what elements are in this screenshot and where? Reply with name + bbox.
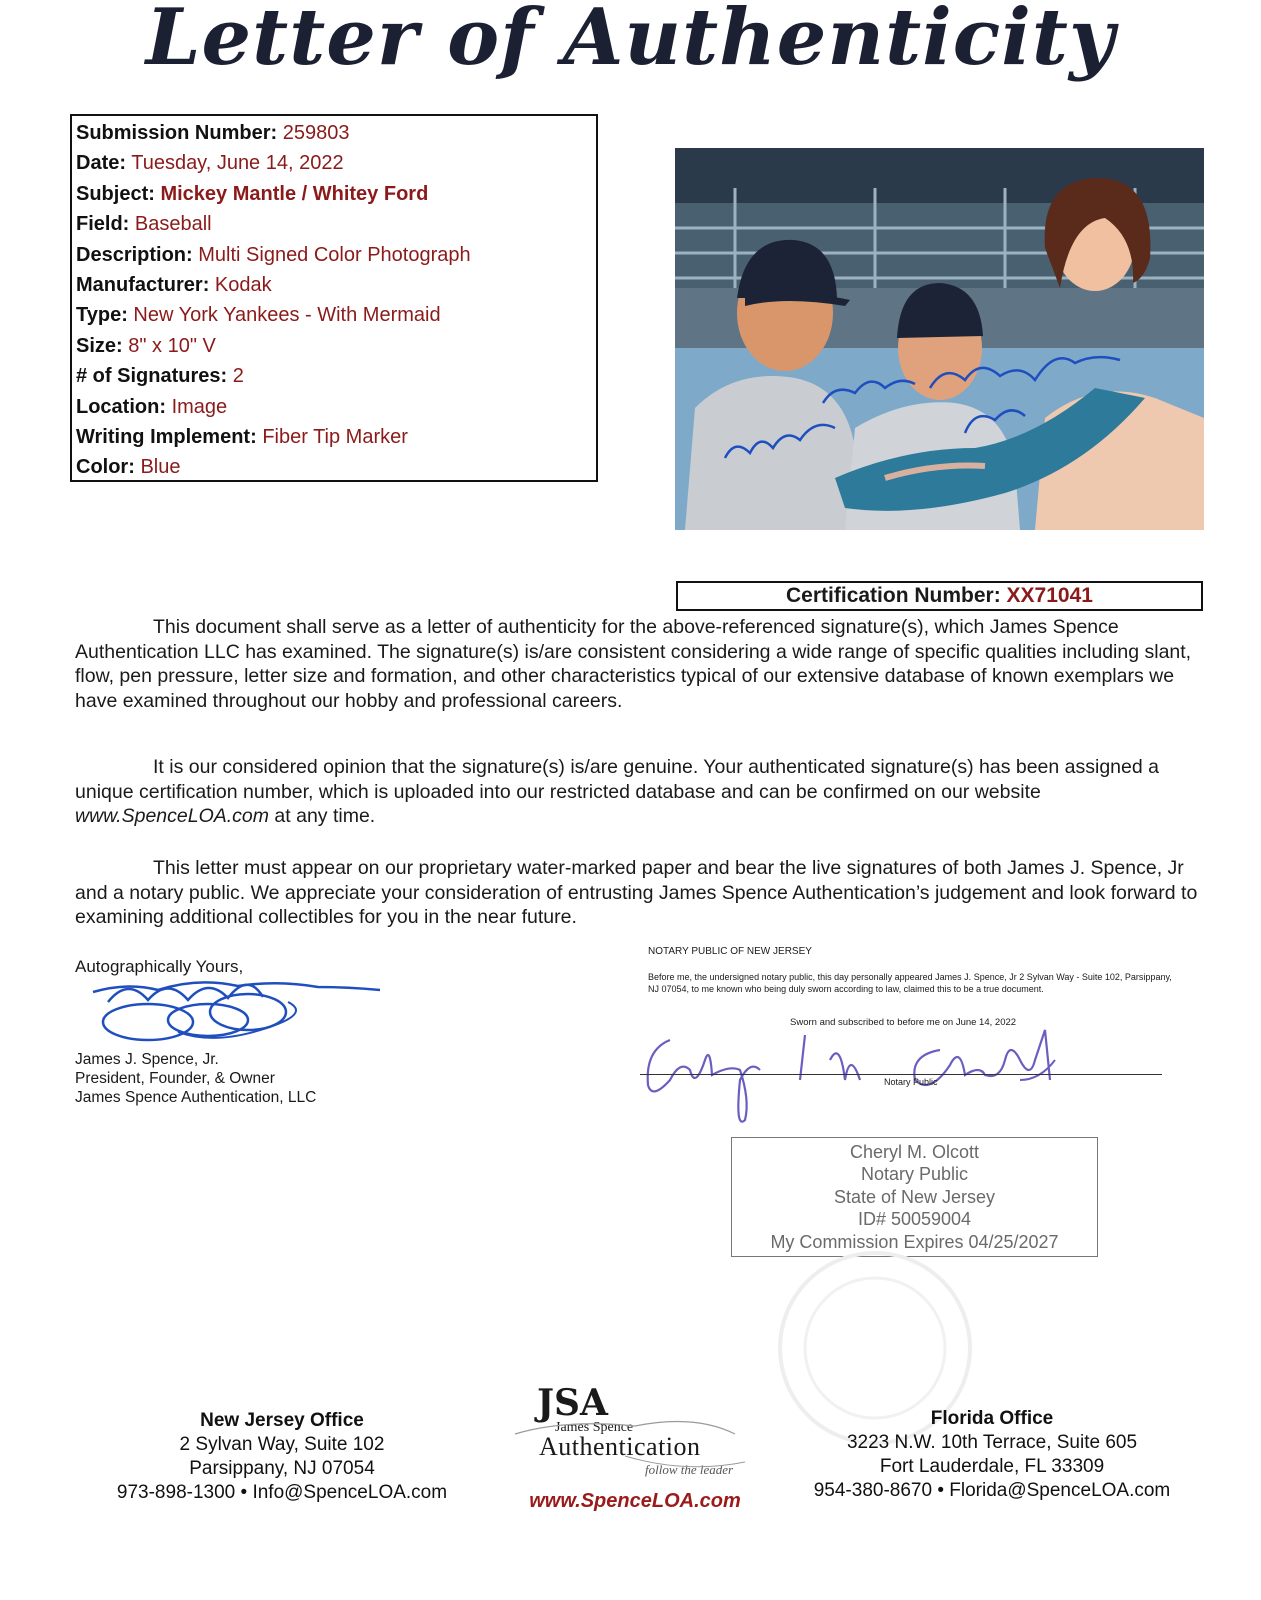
fl-office-contact: 954-380-8670 • Florida@SpenceLOA.com — [813, 1480, 1171, 1501]
signed-photo — [675, 148, 1204, 530]
certification-number: XX71041 — [1006, 584, 1093, 607]
jsa-logo-tagline: follow the leader — [645, 1462, 734, 1477]
details-box — [70, 114, 598, 482]
detail-row — [76, 118, 592, 148]
nj-office-email[interactable]: Info@SpenceLOA.com — [252, 1482, 448, 1503]
page-title: Letter of Authenticity — [145, 0, 1116, 83]
detail-row — [76, 240, 592, 270]
fl-office — [802, 1407, 1182, 1503]
paragraph-1 — [75, 615, 1200, 713]
detail-label: Location: — [76, 395, 166, 418]
fl-office-line2: Fort Lauderdale, FL 33309 — [879, 1456, 1105, 1477]
detail-row — [76, 270, 592, 300]
detail-value: 8" x 10" V — [128, 334, 216, 357]
jsa-logo-letters: JSA — [537, 1382, 608, 1424]
detail-row — [76, 179, 592, 209]
spence-signature — [88, 972, 388, 1052]
detail-value: Blue — [140, 456, 181, 479]
stamp-title: Notary Public — [860, 1164, 969, 1185]
detail-value: 2 — [232, 365, 244, 388]
signer-role: President, Founder, & Owner — [75, 1070, 275, 1087]
jsa-logo-line1: James Spence — [555, 1420, 634, 1435]
detail-label: Color: — [76, 456, 135, 479]
signer-block — [75, 1050, 316, 1107]
detail-label: Writing Implement: — [76, 425, 257, 448]
detail-value: Kodak — [214, 273, 272, 296]
signed-photo-image — [675, 148, 1204, 530]
paragraph-2-tail: at any time. — [269, 805, 376, 827]
notary-stamp — [731, 1137, 1098, 1257]
detail-label: Subject: — [76, 182, 155, 205]
paragraph-3-text: This letter must appear on our proprietary water-marked paper and bear the live signatures of both James J. Spence, Jr and a notary public. We appreciate your consideration of entrusting James Spence Authentication’s judgement and look forward to examining additional collectibles for you in the near future. — [75, 857, 1198, 928]
jsa-logo-line2: Authentication — [539, 1432, 701, 1461]
notary-heading: NOTARY PUBLIC OF NEW JERSEY — [648, 946, 812, 957]
detail-label: Submission Number: — [76, 122, 278, 144]
nj-office-line1: 2 Sylvan Way, Suite 102 — [179, 1434, 385, 1455]
paragraph-2 — [75, 755, 1200, 829]
detail-label: # of Signatures: — [76, 365, 228, 388]
detail-label: Manufacturer: — [76, 273, 210, 296]
detail-value: 259803 — [282, 122, 350, 144]
notary-signature-line — [640, 1074, 1162, 1075]
detail-row — [76, 361, 592, 391]
stamp-expires: My Commission Expires 04/25/2027 — [770, 1231, 1059, 1252]
footer-website[interactable]: www.SpenceLOA.com — [529, 1490, 741, 1512]
nj-office-contact: 973-898-1300 • Info@SpenceLOA.com — [116, 1482, 448, 1503]
signer-company: James Spence Authentication, LLC — [75, 1089, 317, 1106]
signer-name: James J. Spence, Jr. — [75, 1051, 219, 1068]
detail-label: Date: — [76, 152, 127, 175]
detail-value: Multi Signed Color Photograph — [198, 243, 471, 266]
jsa-logo — [505, 1384, 765, 1484]
nj-office-name: New Jersey Office — [200, 1410, 364, 1431]
stamp-state: State of New Jersey — [833, 1186, 996, 1207]
detail-row — [76, 422, 592, 452]
nj-office-line2: Parsippany, NJ 07054 — [189, 1458, 375, 1479]
detail-row — [76, 452, 592, 482]
detail-row — [76, 331, 592, 361]
nj-office-phone: 973-898-1300 — [116, 1482, 236, 1503]
closing-text: Autographically Yours, — [75, 957, 244, 976]
fl-office-phone: 954-380-8670 — [813, 1480, 933, 1501]
notary-sworn-date: Sworn and subscribed to before me on June 14, 2022 — [790, 1017, 1017, 1028]
fl-office-line1: 3223 N.W. 10th Terrace, Suite 605 — [846, 1432, 1138, 1453]
detail-row — [76, 300, 592, 330]
detail-value: Tuesday, June 14, 2022 — [131, 152, 344, 175]
detail-row — [76, 392, 592, 422]
paragraph-3 — [75, 856, 1200, 930]
website-link[interactable]: www.SpenceLOA.com — [75, 805, 270, 827]
detail-row — [76, 209, 592, 239]
detail-label: Field: — [76, 213, 130, 236]
notary-statement: Before me, the undersigned notary public, this day personally appeared James J. Spence, Jr 2 Sylvan Way - Suite 102, Parsippany, NJ 07054, to me known who being duly sworn according to law, claimed this to be a true document. — [648, 972, 1172, 994]
detail-value: Image — [171, 395, 228, 418]
nj-office — [92, 1409, 472, 1505]
notary-signature — [640, 1020, 1070, 1130]
stamp-name: Cheryl M. Olcott — [849, 1142, 980, 1162]
paragraph-2-text: It is our considered opinion that the signature(s) is/are genuine. Your authenticated signature(s) has been assigned a unique certification number, which is uploaded into our restricted database and can be confirmed on our website — [75, 756, 1159, 803]
detail-value: New York Yankees - With Mermaid — [133, 304, 441, 327]
certification-number-box — [676, 581, 1203, 611]
jsa-logo-swoosh-icon — [505, 1404, 765, 1474]
detail-value: Mickey Mantle / Whitey Ford — [160, 182, 429, 205]
fl-office-name: Florida Office — [930, 1408, 1054, 1429]
detail-label: Description: — [76, 243, 193, 266]
certification-label: Certification Number: — [786, 584, 1001, 607]
detail-label: Type: — [76, 304, 128, 327]
detail-value: Fiber Tip Marker — [262, 425, 408, 448]
stamp-id: ID# 50059004 — [857, 1209, 972, 1230]
detail-row — [76, 148, 592, 178]
paragraph-1-text: This document shall serve as a letter of authenticity for the above-referenced signature(s), which James Spence Authentication LLC has examined. The signature(s) is/are consistent considering a wide range of specific qualities including slant, flow, pen pressure, letter size and formation, and other characteristics typical of our extensive database of known exemplars we have examined throughout our hobby and professional careers. — [75, 616, 1192, 712]
detail-value: Baseball — [134, 213, 212, 236]
detail-label: Size: — [76, 334, 123, 357]
notary-caption: Notary Public — [884, 1077, 938, 1087]
fl-office-email[interactable]: Florida@SpenceLOA.com — [949, 1480, 1171, 1501]
